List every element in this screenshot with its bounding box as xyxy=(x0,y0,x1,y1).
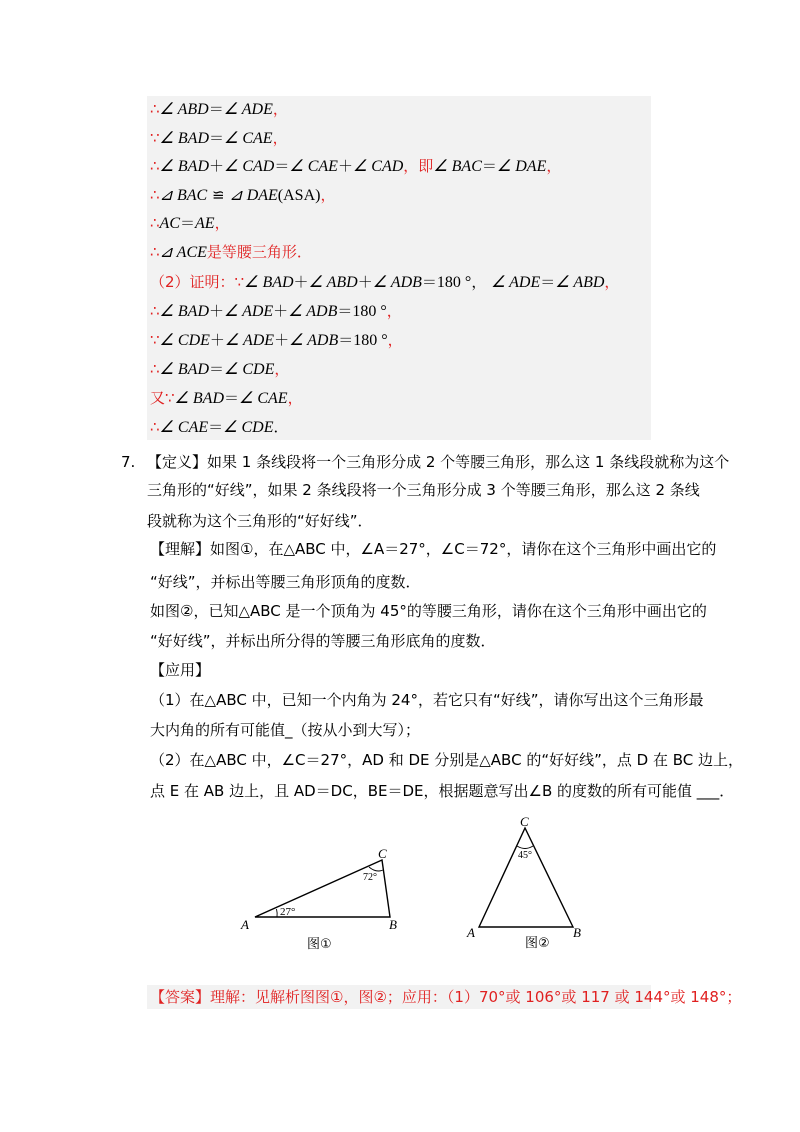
apply1-line-2: 大内角的所有可能值_（按从小到大写）； xyxy=(150,721,421,739)
fig1-caption: 图① xyxy=(307,937,332,952)
fig1-angle-c: 72° xyxy=(363,872,377,883)
apply1-line-1: （1）在△ABC 中，已知一个内角为 24°，若它只有“好线”，请你写出这个三角形最 xyxy=(150,691,704,709)
solution-line-5: ∴AC＝AE， xyxy=(150,214,230,232)
definition-line-2: 三角形的“好线”，如果 2 条线段将一个三角形分成 3 个等腰三角形，那么这 2 条线 xyxy=(147,481,700,499)
understand-line-3: 如图②，已知△ABC 是一个顶角为 45°的等腰三角形，请你在这个三角形中画出它的 xyxy=(150,602,707,620)
fig2-angle-c: 45° xyxy=(518,850,532,861)
understand-line-2: “好线”，并标出等腰三角形顶角的度数． xyxy=(150,573,421,591)
fig2-label-b: B xyxy=(573,925,581,940)
fig1-label-b: B xyxy=(389,917,397,932)
definition-line-1: 【定义】如果 1 条线段将一个三角形分成 2 个等腰三角形，那么这 1 条线段就称为这个 xyxy=(147,453,730,471)
fig1-angle-a: 27° xyxy=(280,906,296,918)
answer-line: 【答案】理解：见解析图图①，图②；应用：（1）70°或 106°或 117 或 144°或 148°； xyxy=(150,988,742,1006)
solution-line-10: ∴∠ BAD＝∠ CDE， xyxy=(150,360,290,378)
solution-line-12: ∴∠ CAE＝∠ CDE． xyxy=(150,418,289,436)
solution-line-11: 又∵∠ BAD＝∠ CAE， xyxy=(150,389,303,407)
apply2-line-1: （2）在△ABC 中，∠C＝27°，AD 和 DE 分别是△ABC 的“好好线”，点 D 在 BC 边上， xyxy=(150,751,743,769)
understand-line-4: “好好线”，并标出所分得的等腰三角形底角的度数． xyxy=(150,632,496,650)
fig2-label-a: A xyxy=(467,925,475,940)
fig2-label-c: C xyxy=(520,814,529,829)
understand-line-1: 【理解】如图①，在△ABC 中，∠A＝27°，∠C＝72°，请你在这个三角形中画出它的 xyxy=(150,540,717,558)
fig1-label-a: A xyxy=(241,917,249,932)
solution-line-9: ∵∠ CDE＋∠ ADE＋∠ ADB＝180 °， xyxy=(150,331,403,349)
solution-line-2: ∵∠ BAD＝∠ CAE， xyxy=(150,129,288,147)
apply-title: 【应用】 xyxy=(150,661,211,679)
solution-line-4: ∴⊿ BAC ≌ ⊿ DAE(ASA)， xyxy=(150,186,336,204)
fig2-caption: 图② xyxy=(525,936,550,951)
solution-line-7: （2）证明：∵∠ BAD＋∠ ABD＋∠ ADB＝180 °， ∠ ADE＝∠ ABD， xyxy=(150,273,620,291)
solution-line-6: ∴⊿ ACE是等腰三角形． xyxy=(150,243,312,261)
figure-2 xyxy=(463,810,593,960)
answer-blank: ___． xyxy=(696,782,735,800)
fig1-label-c: C xyxy=(378,846,387,861)
solution-line-1: ∴∠ ABD＝∠ ADE， xyxy=(150,100,288,118)
apply2-line-2-text: 点 E 在 AB 边上，且 AD＝DC，BE＝DE，根据题意写出∠B 的度数的所有可能值 xyxy=(150,782,693,800)
problem-number: 7. xyxy=(121,453,136,471)
definition-line-3: 段就称为这个三角形的“好好线”． xyxy=(147,512,373,530)
figure-1 xyxy=(235,840,415,960)
apply2-line-2 xyxy=(150,780,734,802)
solution-line-8: ∴∠ BAD＋∠ ADE＋∠ ADB＝180 °， xyxy=(150,302,402,320)
solution-line-3: ∴∠ BAD＋∠ CAD＝∠ CAE＋∠ CAD，即∠ BAC＝∠ DAE， xyxy=(150,157,562,175)
